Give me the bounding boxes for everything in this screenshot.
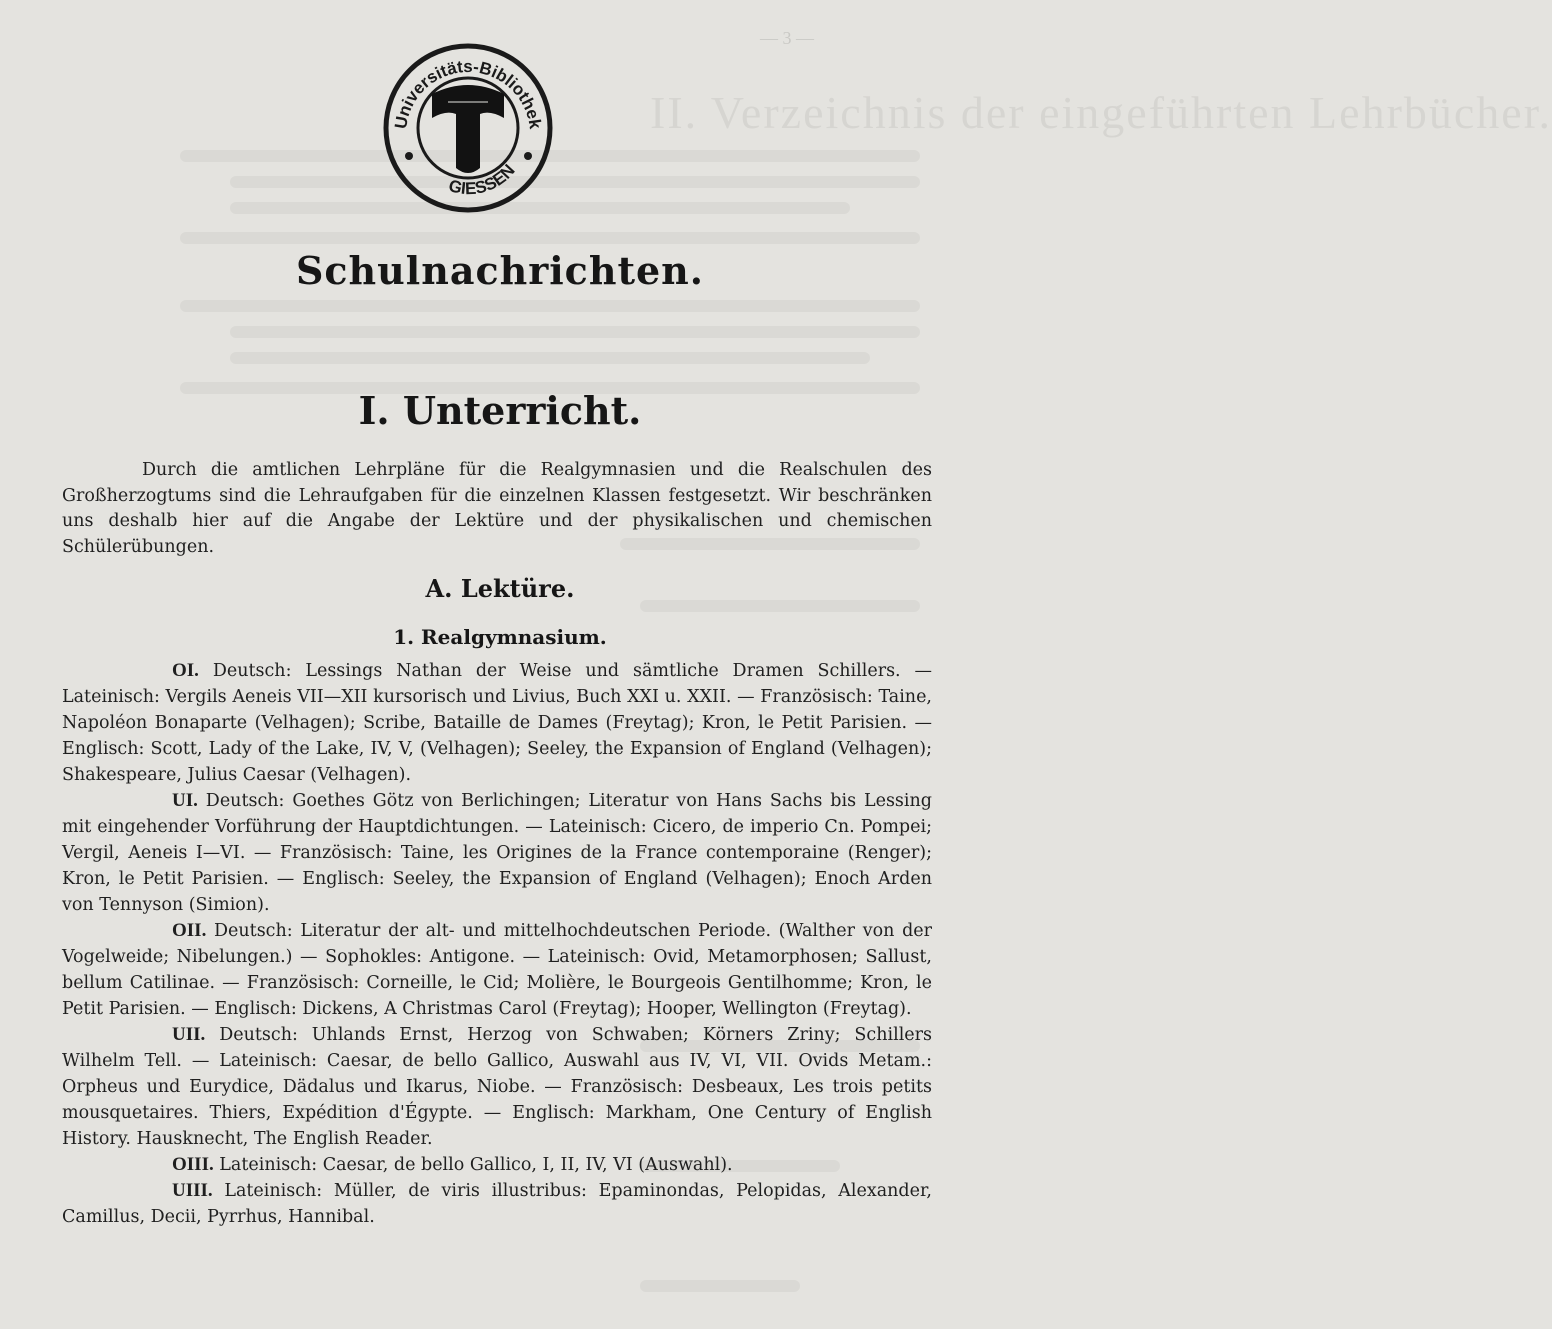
bleed-through-line — [180, 300, 920, 312]
bleed-through-heading: II. Verzeichnis der eingeführten Lehrbücher. — [650, 87, 1552, 138]
intro-paragraph: Durch die amtlichen Lehrpläne für die Realgymnasien und die Realschulen des Großherzogtums sind die Lehraufgaben für die einzelnen Klassen festgesetzt. Wir beschränken uns deshalb hier auf die Angabe der Lektüre und der physikalischen und chemischen Schülerübungen. — [62, 460, 932, 557]
class-list — [62, 658, 932, 1230]
class-entry — [62, 918, 932, 1022]
stamp-t-emblem — [432, 85, 504, 173]
subsection-title: A. Lektüre. — [425, 574, 575, 603]
class-entry — [62, 1152, 932, 1178]
class-reading: Deutsch: Uhlands Ernst, Herzog von Schwaben; Körners Zriny; Schillers Wilhelm Tell. — Lateinisch: Caesar, de bello Gallico, Auswahl aus IV, VI, VII. Ovids Metam.: Orpheus und Eurydice, Dädalus und Ikarus, Niobe. — Französisch: Desbeaux, Les trois petits mousquetaires. Thiers, Expédition d'Égypte. — Englisch: Markham, One Century of English History. Hausknecht, The English Reader. — [62, 1025, 932, 1149]
class-reading: Deutsch: Goethes Götz von Berlichingen; Literatur von Hans Sachs bis Lessing mit eingehender Vorführung der Hauptdichtungen. — Lateinisch: Cicero, de imperio Cn. Pompei; Vergil, Aeneis I—VI. — Französisch: Taine, les Origines de la France contemporaine (Renger); Kron, le Petit Parisien. — Englisch: Seeley, the Expansion of England (Velhagen); Enoch Arden von Tennyson (Simion). — [62, 791, 932, 915]
stamp-dot — [524, 152, 532, 160]
stamp-city-text: GIESSEN — [446, 160, 519, 199]
bleed-through-line — [180, 232, 920, 244]
class-reading: Deutsch: Literatur der alt- und mittelhochdeutschen Periode. (Walther von der Vogelweide; Nibelungen.) — Sophokles: Antigone. — Lateinisch: Ovid, Metamorphosen; Sallust, bellum Catilinae. — Französisch: Corneille, le Cid; Molière, le Bourgeois Gentilhomme; Kron, le Petit Parisien. — Englisch: Dickens, A Christmas Carol (Freytag); Hooper, Wellington (Freytag). — [62, 921, 932, 1019]
class-label: UIII. — [172, 1180, 213, 1201]
class-reading: Lateinisch: Caesar, de bello Gallico, I, II, IV, VI (Auswahl). — [219, 1155, 733, 1175]
bleed-through-line — [230, 326, 920, 338]
section-title: I. Unterricht. — [358, 388, 642, 433]
stamp-dot — [405, 152, 413, 160]
page-title: Schulnachrichten. — [295, 248, 705, 293]
class-entry — [62, 1178, 932, 1230]
class-entry — [62, 788, 932, 918]
class-reading: Deutsch: Lessings Nathan der Weise und sämtliche Dramen Schillers. — Lateinisch: Vergils Aeneis VII—XII kursorisch und Livius, Buch XXI u. XXII. — Französisch: Taine, Napoléon Bonaparte (Velhagen); Scribe, Bataille de Dames (Freytag); Kron, le Petit Parisien. — Englisch: Scott, Lady of the Lake, IV, V, (Velhagen); Seeley, the Expansion of England (Velhagen); Shakespeare, Julius Caesar (Velhagen). — [62, 661, 932, 785]
library-stamp — [378, 36, 558, 216]
class-label: OI. — [172, 660, 199, 681]
subsubsection-title: 1. Realgymnasium. — [393, 625, 607, 649]
class-label: UII. — [172, 1024, 206, 1045]
class-reading: Lateinisch: Müller, de viris illustribus: Epaminondas, Pelopidas, Alexander, Camillus, Decii, Pyrrhus, Hannibal. — [62, 1181, 932, 1227]
bleed-through-line — [230, 176, 920, 188]
bleed-through-line — [230, 352, 870, 364]
class-entry — [62, 1022, 932, 1152]
class-entry — [62, 658, 932, 788]
class-label: OIII. — [172, 1154, 214, 1175]
stamp-arc-text: Universitäts-Bibliothek — [391, 56, 545, 131]
bleed-through-line — [640, 1280, 800, 1292]
class-label: UI. — [172, 790, 198, 811]
bleed-through-page-number: — 3 — — [760, 28, 814, 48]
class-label: OII. — [172, 920, 207, 941]
